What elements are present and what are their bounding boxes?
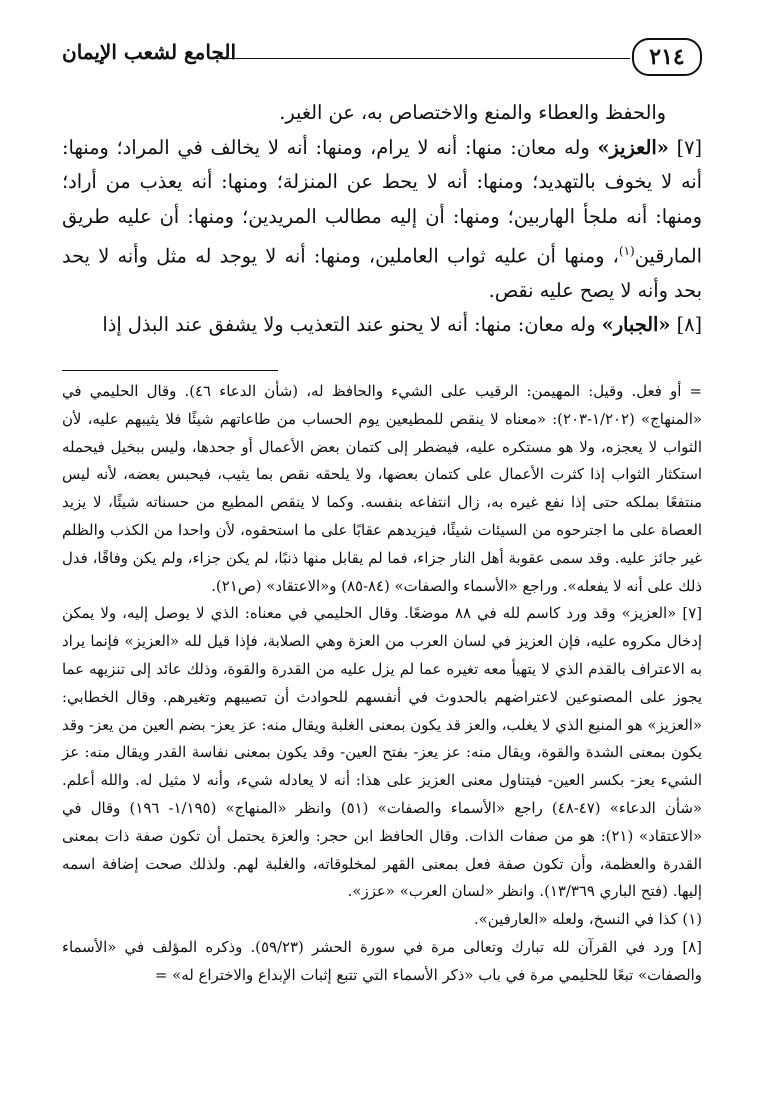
entry-7-text-continued: ، ومنها أن عليه ثواب العاملين، ومنها: أنه لا يوجد له مثل وأنه لا يحد بحد وأنه لا يصح عليه نقص. bbox=[62, 244, 702, 302]
main-text bbox=[62, 96, 702, 343]
entry-7-term: «العزيز» bbox=[597, 135, 669, 159]
page-number: ٢١٤ bbox=[632, 38, 702, 76]
footnote-1: (١) كذا في النسخ، ولعله «العارفين». bbox=[473, 910, 702, 929]
entry-8-number: [٨] bbox=[676, 313, 702, 337]
entry-8 bbox=[62, 308, 702, 343]
entry-8-term: «الجبار» bbox=[601, 313, 671, 337]
book-title: الجامع لشعب الإيمان bbox=[62, 40, 237, 64]
header-rule bbox=[214, 58, 630, 59]
entry-7 bbox=[62, 131, 702, 309]
entry-7-number: [٧] bbox=[676, 135, 702, 159]
continuation-paragraph: والحفظ والعطاء والمنع والاختصاص به، عن الغير. bbox=[279, 101, 666, 124]
footnote-separator bbox=[62, 370, 278, 371]
entry-8-text: وله معان: منها: أنه لا يحنو عند التعذيب ولا يشفق عند البذل إذا bbox=[102, 313, 602, 337]
footnote-marker[interactable]: (١) bbox=[618, 244, 635, 258]
footnotes bbox=[62, 378, 702, 990]
footnote-entry-8: [٨] ورد في القرآن لله تبارك وتعالى مرة في سورة الحشر (٥٩/٢٣). وذكره المؤلف في «الأسماء والصفات» تبعًا للحليمي مرة في باب «ذكر الأسماء التي تتبع إثبات الإبداع والاختراع له» = bbox=[62, 937, 702, 984]
page-header bbox=[62, 38, 702, 78]
entry-7-text: وله معان: منها: أنه لا يرام، ومنها: أنه لا يخالف في المراد؛ ومنها: أنه لا يخوف بالتهديد؛ ومنها: أنه لا يحط عن المنزلة؛ ومنها: أنه يعذب من أراد؛ ومنها: أنه ملجأ الهاربين؛ ومنها: أن إليه مطالب المريدين؛ ومنها: أن عليه طريق المارقين bbox=[62, 135, 702, 268]
footnote-continued: = أو فعل. وقيل: المهيمن: الرقيب على الشيء والحافظ له، (شأن الدعاء ٤٦). وقال الحليمي في «المنهاج» (١/٢٠٢-٢٠٣): «معناه لا ينقص للمطيعين يوم الحساب من طاعاتهم شيئًا فلا يثيبهم عليه، لأن الثواب لا يعجزه، ولا هو مستكره عليه، فيضطر إلى كتمان بعض الأعمال أو جحدها، وليس ببخيل فيحمله استكثار الثواب إذا كثرت الأعمال على كتمان بعضها، ولا يلحقه نقص بما يثيب، فيحبس بعضه، لأنه ليس منتفعًا بملكه حتى إذا نفع غيره به، زال انتفاعه بنفسه. وكما لا ينقص المطيع من حسناته شيئًا، لا يزيد العصاة على ما اجترحوه من السيئات شيئًا، فيزيدهم عقابًا على ما استحقوه، لأن واحدا من الكذب والظلم غير جائز عليه. وقد سمى عقوبة أهل النار جزاء، فما لم يقابل منها ذنبًا، لم يكن جزاء، ولم يكن وفاقًا، فدل ذلك على أنه لا يفعله». وراجع «الأسماء والصفات» (٨٤-٨٥) و«الاعتقاد» (ص٢١). bbox=[62, 382, 703, 595]
footnote-entry-7: [٧] «العزيز» وقد ورد كاسم لله في ٨٨ موضعًا. وقال الحليمي في معناه: الذي لا يوصل إليه، ولا يمكن إدخال مكروه عليه، فإن العزيز في لسان العرب من العزة وهي الصلابة، فإذا قيل لله «العزيز» فإنما يراد به الاعتراف بالقدم الذي لا يتهيأ معه تغيره عما لم يزل عليه من القدرة والقوة، وذلك عائد إلى تنزيهه عما يجوز على المصنوعين لاعتراضهم بالحدوث في أنفسهم للحوادث أن تصيبهم وتغيرهم. وقال الخطابي: «العزيز» هو المنيع الذي لا يغلب، والعز قد يكون بمعنى الغلبة ويقال منه: عز يعز- بضم العين من يعز- وقد يكون بمعنى الشدة والقوة، ويقال منه: عز يعز- بفتح العين- وقد يكون بمعنى نفاسة القدر ويقال منه: عز الشيء يعز- بكسر العين- فيتناول معنى العزيز على هذا: أنه لا يعادله شيء، وأنه لا مثيل له. والله أعلم. «شأن الدعاء» (٤٧-٤٨) راجع «الأسماء والصفات» (٥١) وانظر «المنهاج» (١/١٩٥- ١٩٦) وقال في «الاعتقاد» (٢١): هو من صفات الذات. وقال الحافظ ابن حجر: والعزة يحتمل أن تكون صفة ذات بمعنى القدرة والعظمة، وأن تكون صفة فعل بمعنى القهر لمخلوقاته، والغلبة لهم. ولذلك صحت إضافة اسمه إليها. (فتح الباري ١٣/٣٦٩). وانظر «لسان العرب» «عزز». bbox=[62, 604, 702, 901]
